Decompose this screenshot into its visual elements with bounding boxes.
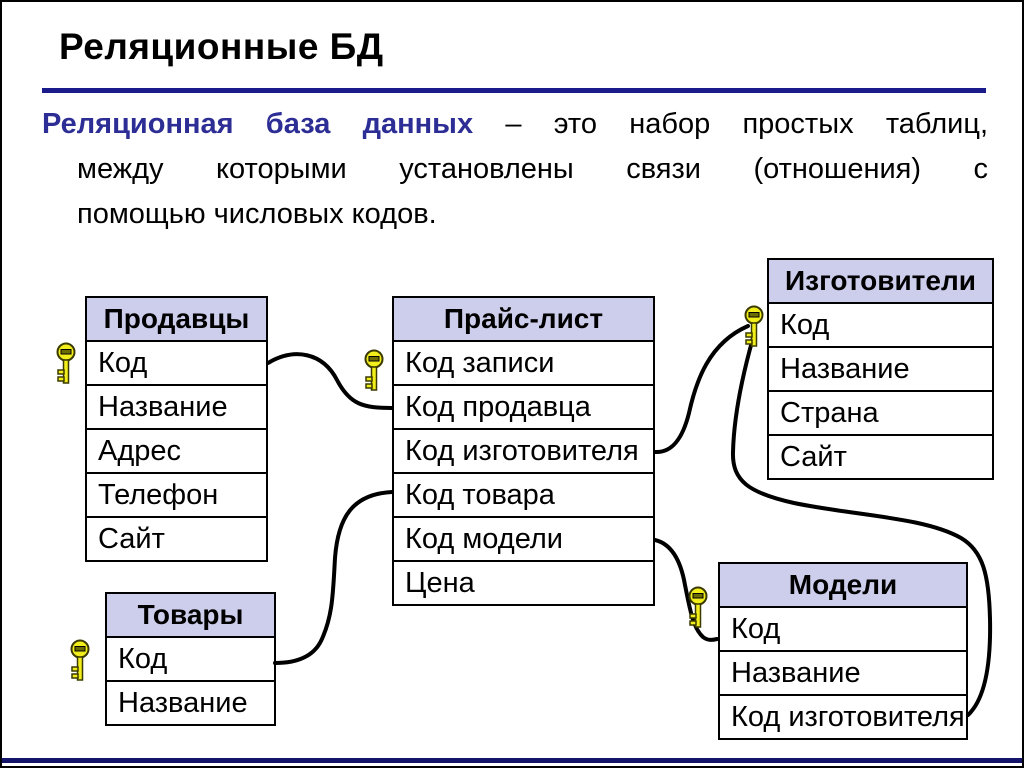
table-sellers-field-nazvanie: Название [87, 384, 266, 428]
table-goods-field-kod: Код [107, 636, 274, 680]
definition-line-1 [42, 102, 988, 147]
table-pricelist-field-kod-prodavca: Код продавца [394, 384, 653, 428]
wire-pricelist-manufacturers [655, 326, 748, 452]
table-models-field-nazvanie: Название [720, 650, 966, 694]
table-sellers-field-kod: Код [87, 340, 266, 384]
table-manufacturers-title: Изготовители [769, 260, 992, 302]
table-pricelist [392, 296, 655, 606]
table-manufacturers [767, 258, 994, 480]
page-title: Реляционные БД [59, 26, 384, 67]
definition-line-2: между которыми установлены связи (отношения) с [77, 153, 988, 185]
table-manufacturers-field-kod: Код [769, 302, 992, 346]
definition-line-1-rest: – это набор простых таблиц, [473, 108, 988, 140]
table-manufacturers-field-sait: Сайт [769, 434, 992, 478]
table-goods [105, 592, 276, 726]
definition-term: Реляционная база данных [42, 108, 474, 140]
table-sellers-field-sait: Сайт [87, 516, 266, 560]
table-manufacturers-field-strana: Страна [769, 390, 992, 434]
wire-goods-pricelist [275, 492, 392, 663]
table-sellers-field-adres: Адрес [87, 428, 266, 472]
table-sellers-field-telefon: Телефон [87, 472, 266, 516]
table-models-title: Модели [720, 564, 966, 606]
title-underline [42, 88, 986, 93]
table-pricelist-field-kod-modeli: Код модели [394, 516, 653, 560]
primary-key-icon-goods [68, 639, 92, 683]
definition-paragraph [42, 102, 988, 237]
bottom-rule [2, 758, 1022, 763]
table-sellers-title: Продавцы [87, 298, 266, 340]
primary-key-icon-sellers [54, 342, 78, 386]
table-goods-title: Товары [107, 594, 274, 636]
table-pricelist-field-kod-izgotovitelya: Код изготовителя [394, 428, 653, 472]
definition-line-3: помощью числовых кодов. [77, 198, 437, 230]
table-models-field-kod: Код [720, 606, 966, 650]
primary-key-icon-models [686, 586, 710, 630]
primary-key-icon-pricelist [362, 349, 386, 393]
primary-key-icon-manufacturers [742, 305, 766, 349]
table-models [718, 562, 968, 740]
table-pricelist-field-cena: Цена [394, 560, 653, 604]
table-pricelist-title: Прайс-лист [394, 298, 653, 340]
table-pricelist-field-kod-zapisi: Код записи [394, 340, 653, 384]
table-sellers [85, 296, 268, 562]
table-manufacturers-field-nazvanie: Название [769, 346, 992, 390]
table-pricelist-field-kod-tovara: Код товара [394, 472, 653, 516]
table-goods-field-nazvanie: Название [107, 680, 274, 724]
table-models-field-kod-izgotovitelya: Код изготовителя [720, 694, 966, 738]
